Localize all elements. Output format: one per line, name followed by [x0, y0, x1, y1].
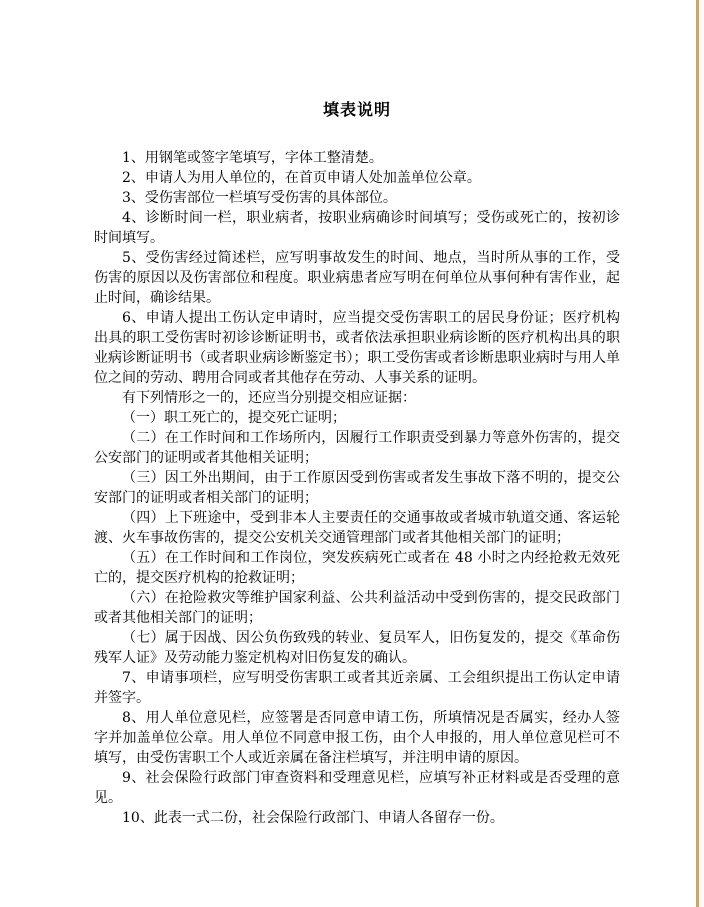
paragraph-6: 6、申请人提出工伤认定申请时，应当提交受伤害职工的居民身份证；医疗机构出具的职工受伤害时初诊诊断证明书，或者依法承担职业病诊断的医疗机构出具的职业病诊断证明书（或者职业病诊断鉴定书）；职工受伤害或者诊断患职业病时与用人单位之间的劳动、聘用合同或者其他存在劳动、人事关系的证明。	[94, 310, 620, 386]
paragraph-item-3: （三）因工外出期间，由于工作原因受到伤害或者发生事故下落不明的，提交公安部门的证明或者相关部门的证明；	[94, 470, 620, 506]
paragraph-item-6: （六）在抢险救灾等维护国家利益、公共利益活动中受到伤害的，提交民政部门或者其他相关部门的证明；	[94, 590, 620, 626]
paragraph-3: 3、受伤害部位一栏填写受伤害的具体部位。	[122, 190, 397, 206]
paragraph-item-5: （五）在工作时间和工作岗位，突发疾病死亡或者在 48 小时之内经抢救无效死亡的，提交医疗机构的抢救证明；	[94, 550, 620, 586]
paragraph-2: 2、申请人为用人单位的，在首页申请人处加盖单位公章。	[122, 170, 481, 186]
document-body	[94, 100, 620, 828]
paragraph-6-note: 有下列情形之一的，还应当分别提交相应证据：	[122, 390, 416, 406]
paragraph-item-7: （七）属于因战、因公负伤致残的转业、复员军人，旧伤复发的，提交《革命伤残军人证》及劳动能力鉴定机构对旧伤复发的确认。	[94, 630, 620, 666]
paragraph-8: 8、用人单位意见栏，应签署是否同意申请工伤，所填情况是否属实，经办人签字并加盖单位公章。用人单位不同意申报工伤，由个人申报的，用人单位意见栏可不填写，由受伤害职工个人或近亲属在备注栏填写，并注明申请的原因。	[94, 710, 620, 766]
paragraph-4: 4、诊断时间一栏，职业病者，按职业病确诊时间填写；受伤或死亡的，按初诊时间填写。	[94, 210, 620, 246]
page-edge-stripe	[696, 0, 699, 907]
document-title: 填表说明	[322, 100, 391, 119]
paragraph-item-1: （一）职工死亡的，提交死亡证明；	[122, 410, 346, 426]
paragraph-1: 1、用钢笔或签字笔填写，字体工整清楚。	[122, 150, 383, 166]
paragraph-item-2: （二）在工作时间和工作场所内，因履行工作职责受到暴力等意外伤害的，提交公安部门的证明或者其他相关证明；	[94, 430, 620, 466]
paragraph-5: 5、受伤害经过简述栏，应写明事故发生的时间、地点，当时所从事的工作，受伤害的原因以及伤害部位和程度。职业病患者应写明在何单位从事何种有害作业，起止时间，确诊结果。	[94, 250, 620, 306]
paragraph-item-4: （四）上下班途中，受到非本人主要责任的交通事故或者城市轨道交通、客运轮渡、火车事故伤害的，提交公安机关交通管理部门或者其他相关部门的证明；	[94, 510, 620, 546]
paragraph-10: 10、此表一式二份，社会保险行政部门、申请人各留存一份。	[122, 810, 504, 826]
paragraph-9: 9、社会保险行政部门审查资料和受理意见栏，应填写补正材料或是否受理的意见。	[94, 770, 620, 806]
paragraph-7: 7、申请事项栏，应写明受伤害职工或者其近亲属、工会组织提出工伤认定申请并签字。	[94, 670, 620, 706]
page-edge-column	[699, 0, 704, 907]
